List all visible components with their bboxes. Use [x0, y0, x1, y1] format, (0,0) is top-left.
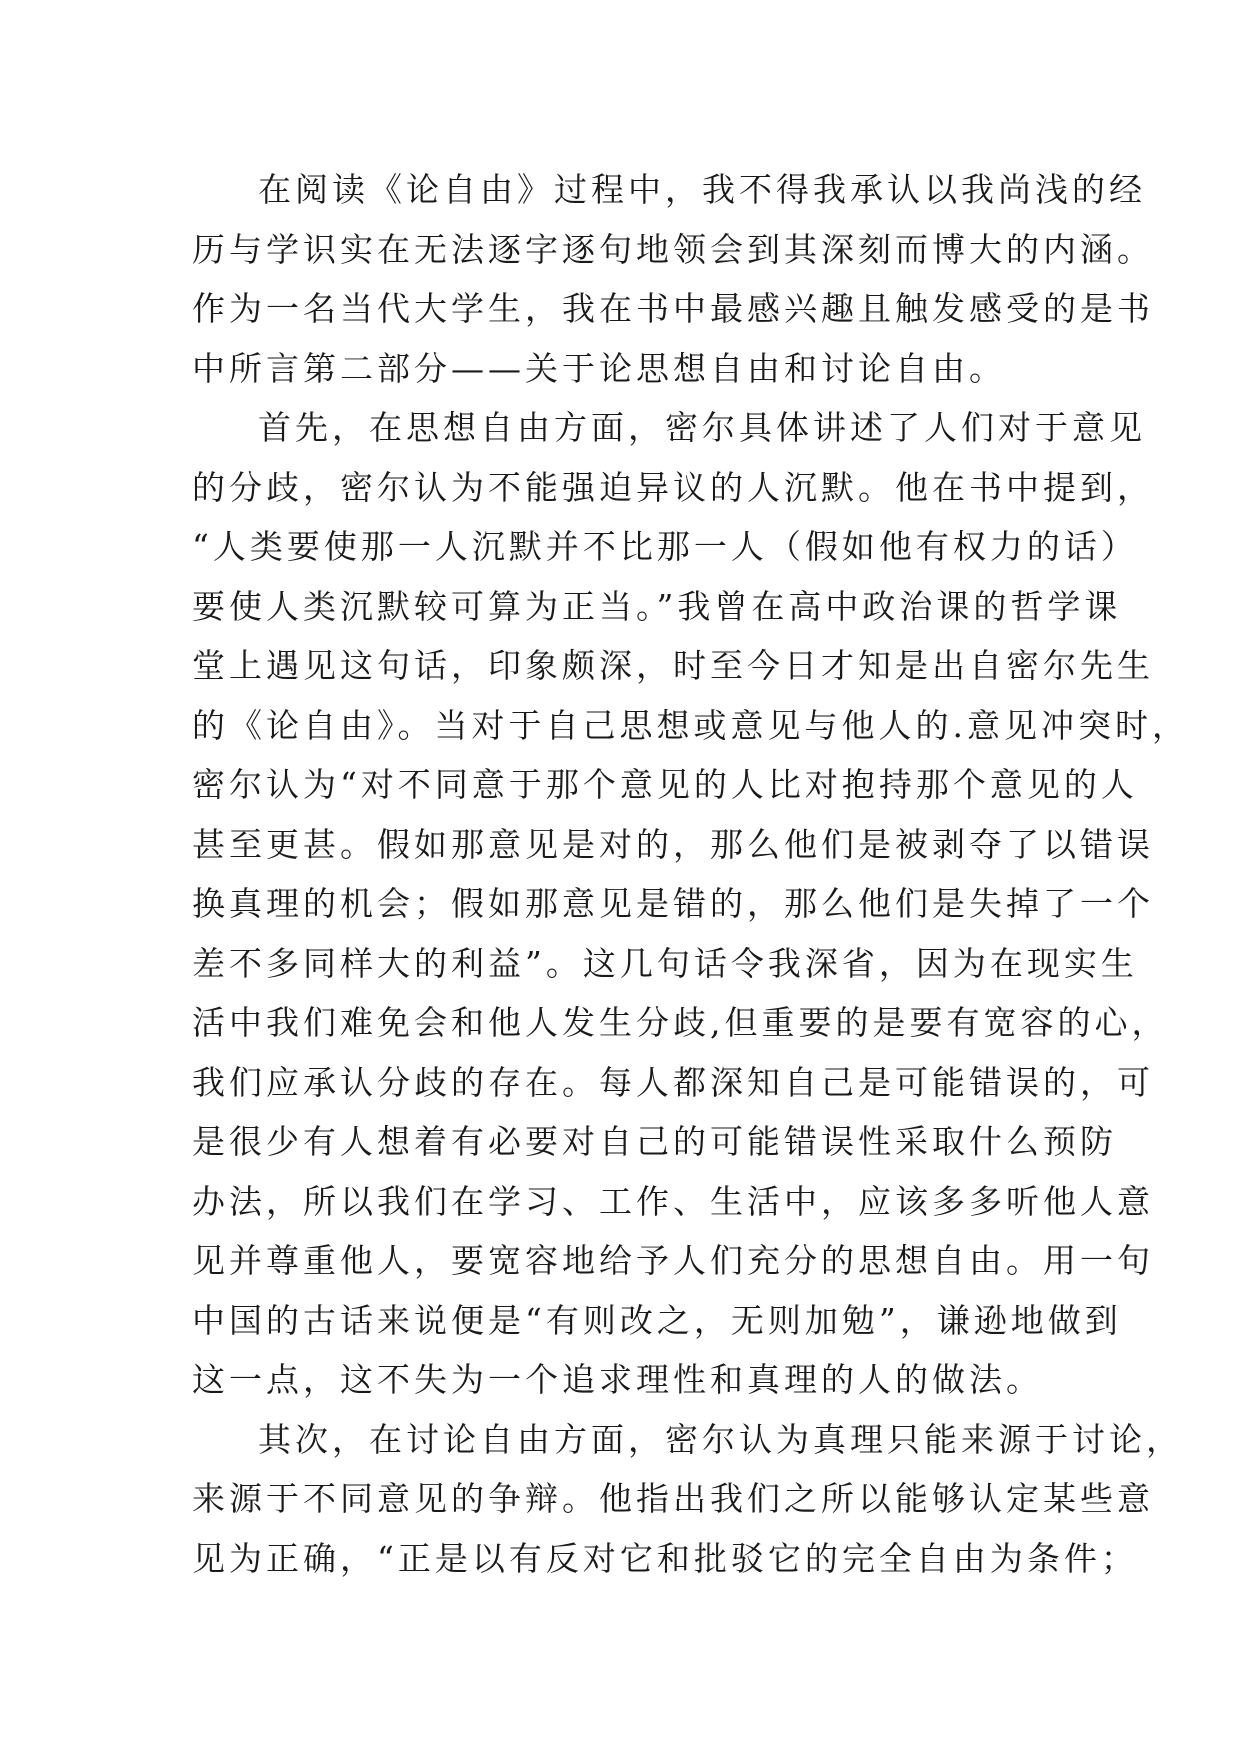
- paragraph-1: [192, 160, 1154, 398]
- paragraph-line: 密尔认为“对不同意于那个意见的人比对抱持那个意见的人: [192, 765, 1138, 804]
- paragraph-line: 见为正确，“正是以有反对它和批驳它的完全自由为条件；: [192, 1538, 1138, 1578]
- paragraph-line: 的《论自由》。当对于自己思想或意见与他人的.意见冲突时，: [192, 705, 1189, 745]
- paragraph-line: 来源于不同意见的争辩。他指出我们之所以能够认定某些意: [192, 1479, 1154, 1518]
- paragraph-line: 见并尊重他人，要宽容地给予人们充分的思想自由。用一句: [192, 1241, 1154, 1280]
- paragraph-line: 差不多同样大的利益”。这几句话令我深省，因为在现实生: [192, 943, 1138, 983]
- paragraph-line: 活中我们难免会和他人发生分歧,但重要的是要有宽容的心，: [192, 1003, 1169, 1042]
- paragraph-line: 办法，所以我们在学习、工作、生活中，应该多多听他人意: [192, 1181, 1154, 1221]
- paragraph-line: 换真理的机会；假如那意见是错的，那么他们是失掉了一个: [192, 884, 1154, 923]
- paragraph-line: “人类要使那一人沉默并不比那一人（假如他有权力的话）: [192, 527, 1138, 566]
- paragraph-line: 在阅读《论自由》过程中，我不得我承认以我尚浅的经: [258, 170, 1146, 209]
- paragraph-line: 我们应承认分歧的存在。每人都深知自己是可能错误的，可: [192, 1062, 1154, 1102]
- paragraph-line: 其次，在讨论自由方面，密尔认为真理只能来源于讨论，: [258, 1419, 1183, 1459]
- paragraph-line: 作为一名当代大学生，我在书中最感兴趣且触发感受的是书: [192, 289, 1154, 328]
- paragraph-line: 堂上遇见这句话，印象颇深，时至今日才知是出自密尔先生: [192, 646, 1154, 685]
- paragraph-line: 这一点，这不失为一个追求理性和真理的人的做法。: [192, 1360, 1043, 1399]
- paragraph-line: 的分歧，密尔认为不能强迫异议的人沉默。他在书中提到，: [192, 467, 1154, 507]
- paragraph-line: 甚至更甚。假如那意见是对的，那么他们是被剥夺了以错误: [192, 824, 1154, 864]
- paragraph-line: 历与学识实在无法逐字逐句地领会到其深刻而博大的内涵。: [192, 229, 1154, 269]
- paragraph-2: [192, 398, 1189, 1410]
- paragraph-line: 中所言第二部分——关于论思想自由和讨论自由。: [192, 348, 1006, 388]
- paragraph-line: 首先，在思想自由方面，密尔具体讲述了人们对于意见: [258, 408, 1146, 447]
- paragraph-line: 要使人类沉默较可算为正当。”我曾在高中政治课的哲学课: [192, 586, 1122, 626]
- document-page: [192, 160, 1189, 1588]
- paragraph-line: 中国的古话来说便是“有则改之，无则加勉”，谦逊地做到: [192, 1300, 1122, 1340]
- paragraph-3: [192, 1410, 1183, 1589]
- paragraph-line: 是很少有人想着有必要对自己的可能错误性采取什么预防: [192, 1122, 1117, 1161]
